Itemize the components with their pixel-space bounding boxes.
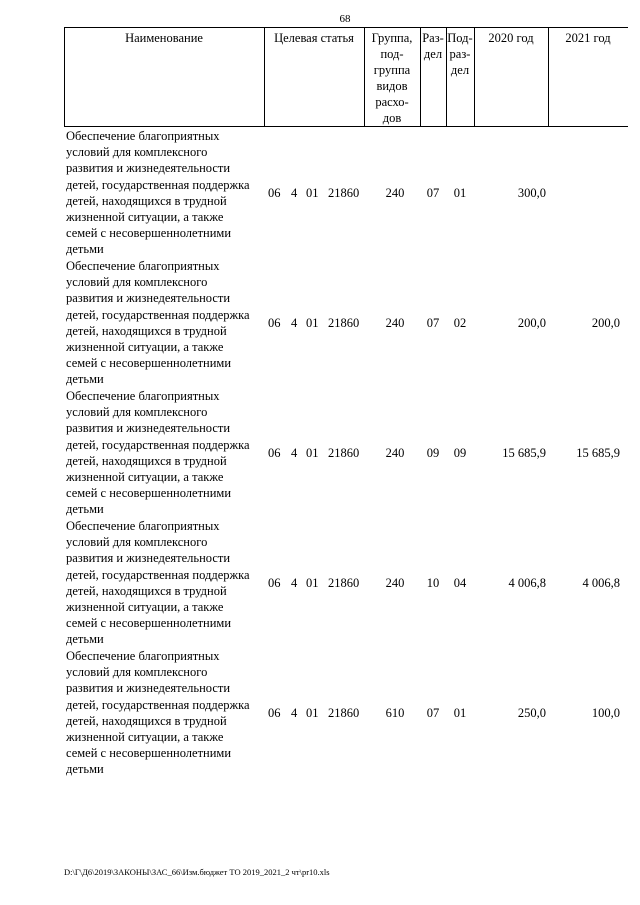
header-subsection-line: дел [450,63,470,77]
target-part-1: 06 [268,316,281,330]
row-name-line: условий для комплексного [66,665,208,680]
target-part-3: 01 [306,186,319,200]
row-name-line: детьми [66,632,104,647]
value-2021: 4 006,8 [582,576,620,590]
table-row [0,518,640,648]
row-name-line: жизненной ситуации, а также [66,730,224,745]
target-part-3: 01 [306,316,319,330]
header-group [364,30,420,126]
row-name-line: условий для комплексного [66,535,208,550]
header-2020: 2020 год [488,31,534,45]
row-name-line: детей, находящихся в трудной [66,713,227,728]
row-name-line: развития и жизнедеятельности [66,681,231,696]
value-2020: 300,0 [517,186,546,200]
header-subsection-line: раз- [449,47,471,61]
target-part-1: 06 [268,706,281,720]
row-name-line: развития и жизнедеятельности [66,161,231,176]
header-group-line: Группа, [371,31,413,45]
row-name-line: детьми [66,372,104,387]
row-name-line: условий для комплексного [66,145,208,160]
target-part-3: 01 [306,446,319,460]
target-part-1: 06 [268,576,281,590]
header-subsection [446,30,474,78]
row-name-line: семей с несовершеннолетними [66,226,232,241]
target-part-3: 01 [306,576,319,590]
row-name-line: детей, государственная поддержка [66,697,250,712]
value-2020: 4 006,8 [508,576,546,590]
row-name-line: жизненной ситуации, а также [66,210,224,225]
target-part-4: 21860 [328,576,360,590]
file-path-footer: D:\Г\Д6\2019\ЗАКОНЫ\ЗАС_66\Изм.бюджет ТО 2019_2021_2 чт\pr10.xls [64,867,330,877]
group-code: 610 [385,706,405,720]
header-section [420,30,446,62]
row-name-line: Обеспечение благоприятных [66,259,220,273]
target-part-1: 06 [268,186,281,200]
target-part-2: 4 [291,446,298,460]
section-code: 09 [426,446,440,460]
row-name-line: детей, находящихся в трудной [66,583,227,598]
header-group-line: группа [373,63,411,77]
row-name-line: детей, государственная поддержка [66,307,250,322]
row-name [66,128,264,258]
table-row [0,258,640,388]
table-row [0,128,640,258]
header-name: Наименование [125,31,203,45]
target-part-4: 21860 [328,446,360,460]
header-target: Целевая статья [274,31,354,45]
row-name-line: Обеспечение благоприятных [66,389,220,403]
section-code: 07 [426,316,440,330]
header-group-line: расхо- [375,95,409,109]
value-2020: 200,0 [517,316,546,330]
value-2020: 250,0 [517,706,546,720]
row-name-line: детей, государственная поддержка [66,177,250,192]
group-code: 240 [385,186,405,200]
value-2021: 200,0 [591,316,620,330]
row-name-line: условий для комплексного [66,405,208,420]
row-name-line: Обеспечение благоприятных [66,129,220,143]
section-code: 07 [426,186,440,200]
target-part-4: 21860 [328,316,360,330]
value-2021: 100,0 [591,706,620,720]
row-name-line: семей с несовершеннолетними [66,356,232,371]
target-part-2: 4 [291,316,298,330]
table-row [0,388,640,518]
group-code: 240 [385,576,405,590]
target-part-4: 21860 [328,706,360,720]
target-part-2: 4 [291,706,298,720]
subsection-code: 09 [453,446,467,460]
row-name-line: развития и жизнедеятельности [66,551,231,566]
row-name-line: развития и жизнедеятельности [66,421,231,436]
table-header [64,27,628,127]
header-group-line: дов [382,111,402,125]
header-subsection-line: Под- [447,31,473,45]
subsection-code: 04 [453,576,467,590]
target-part-1: 06 [268,446,281,460]
page-number: 68 [339,13,351,25]
row-name-line: жизненной ситуации, а также [66,470,224,485]
subsection-code: 01 [453,186,467,200]
row-name-line: развития и жизнедеятельности [66,291,231,306]
row-name-line: семей с несовершеннолетними [66,746,232,761]
row-name-line: семей с несовершеннолетними [66,486,232,501]
value-2020: 15 685,9 [502,446,546,460]
row-name-line: семей с несовершеннолетними [66,616,232,631]
section-code: 07 [426,706,440,720]
row-name-line: детьми [66,762,104,777]
row-name [66,258,264,388]
row-name [66,648,264,778]
row-name-line: детьми [66,242,104,257]
header-section-line: Раз- [422,31,444,45]
target-part-2: 4 [291,186,298,200]
row-name-line: детей, государственная поддержка [66,437,250,452]
group-code: 240 [385,316,405,330]
target-part-4: 21860 [328,186,360,200]
row-name-line: условий для комплексного [66,275,208,290]
target-part-3: 01 [306,706,319,720]
section-code: 10 [426,576,440,590]
subsection-code: 01 [453,706,467,720]
group-code: 240 [385,446,405,460]
row-name-line: детей, находящихся в трудной [66,453,227,468]
row-name-line: детей, находящихся в трудной [66,323,227,338]
row-name-line: жизненной ситуации, а также [66,600,224,615]
row-name-line: детей, государственная поддержка [66,567,250,582]
header-group-line: под- [380,47,404,61]
header-section-line: дел [423,47,443,61]
header-group-line: видов [376,79,408,93]
row-name-line: Обеспечение благоприятных [66,519,220,533]
value-2021: 15 685,9 [576,446,620,460]
row-name-line: детей, находящихся в трудной [66,193,227,208]
target-part-2: 4 [291,576,298,590]
table-row [0,648,640,778]
row-name-line: детьми [66,502,104,517]
row-name [66,518,264,648]
row-name [66,388,264,518]
header-2021: 2021 год [565,31,611,45]
row-name-line: жизненной ситуации, а также [66,340,224,355]
row-name-line: Обеспечение благоприятных [66,649,220,663]
subsection-code: 02 [453,316,467,330]
